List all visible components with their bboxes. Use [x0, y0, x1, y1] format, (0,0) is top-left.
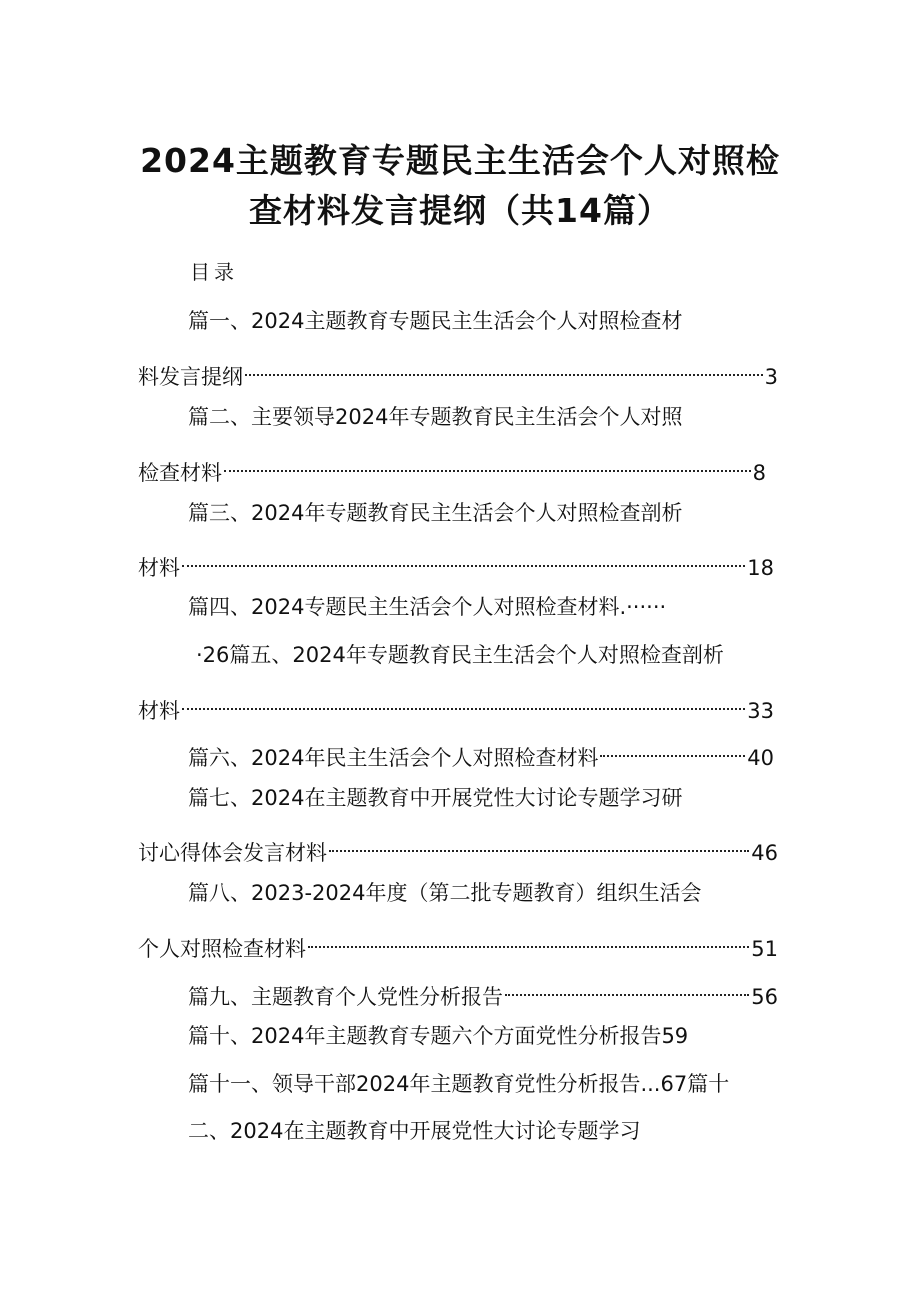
- dot-leader: [245, 354, 763, 384]
- toc-entry-7-line2: [138, 830, 778, 865]
- toc-entry-text: 讨心得体会发言材料: [138, 841, 327, 865]
- toc-entry-text: 材料: [138, 556, 180, 580]
- toc-entry-text: 个人对照检查材料: [138, 937, 306, 961]
- toc-page-number: 33: [747, 699, 774, 723]
- toc-page-number: 8: [752, 461, 766, 485]
- toc-entry-10: 篇十、2024年主题教育专题六个方面党性分析报告59: [188, 1024, 689, 1048]
- toc-entry-text: 篇九、主题教育个人党性分析报告: [188, 985, 503, 1009]
- toc-entry-4-line2: ·26篇五、2024年专题教育民主生活会个人对照检查剖析: [196, 643, 724, 667]
- dot-leader: [308, 926, 749, 956]
- toc-label: 目录: [190, 260, 238, 284]
- toc-entry-6: [188, 735, 774, 770]
- dot-leader: [224, 450, 751, 480]
- toc-entry-1-line1: 篇一、2024主题教育专题民主生活会个人对照检查材: [188, 309, 683, 333]
- toc-entry-8-line1: 篇八、2023-2024年度（第二批专题教育）组织生活会: [188, 881, 702, 905]
- toc-entry-text: 材料: [138, 699, 180, 723]
- dot-leader: [182, 545, 745, 575]
- toc-entry-3-line2: [138, 545, 774, 580]
- toc-entry-5-line2: [138, 688, 774, 723]
- toc-entry-4-line1: 篇四、2024专题民主生活会个人对照检查材料.······: [188, 595, 667, 619]
- toc-entry-2-line2: [138, 450, 766, 485]
- toc-entry-text: 篇六、2024年民主生活会个人对照检查材料: [188, 746, 599, 770]
- toc-entry-12: 二、2024在主题教育中开展党性大讨论专题学习: [188, 1119, 641, 1143]
- doc-title-line2: 查材料发言提纲（共14篇）: [249, 191, 671, 230]
- toc-page-number: 56: [751, 985, 778, 1009]
- toc-entry-9: [188, 974, 778, 1009]
- toc-page-number: 40: [747, 746, 774, 770]
- toc-entry-text: 检查材料: [138, 461, 222, 485]
- dot-leader: [329, 830, 749, 860]
- toc-page-number: 3: [764, 365, 778, 389]
- toc-entry-11: 篇十一、领导干部2024年主题教育党性分析报告...67篇十: [188, 1072, 730, 1096]
- toc-page-number: 18: [747, 556, 774, 580]
- dot-leader: [600, 735, 745, 765]
- toc-page-number: 46: [751, 841, 778, 865]
- toc-entry-1-line2: [138, 354, 778, 389]
- toc-entry-3-line1: 篇三、2024年专题教育民主生活会个人对照检查剖析: [188, 501, 683, 525]
- dot-leader: [182, 688, 745, 718]
- doc-title-line1: 2024主题教育专题民主生活会个人对照检: [140, 141, 780, 180]
- toc-entry-2-line1: 篇二、主要领导2024年专题教育民主生活会个人对照: [188, 405, 683, 429]
- dot-leader: [505, 974, 749, 1004]
- toc-entry-8-line2: [138, 926, 778, 961]
- toc-entry-text: 料发言提纲: [138, 365, 243, 389]
- toc-entry-7-line1: 篇七、2024在主题教育中开展党性大讨论专题学习研: [188, 786, 683, 810]
- toc-page-number: 51: [751, 937, 778, 961]
